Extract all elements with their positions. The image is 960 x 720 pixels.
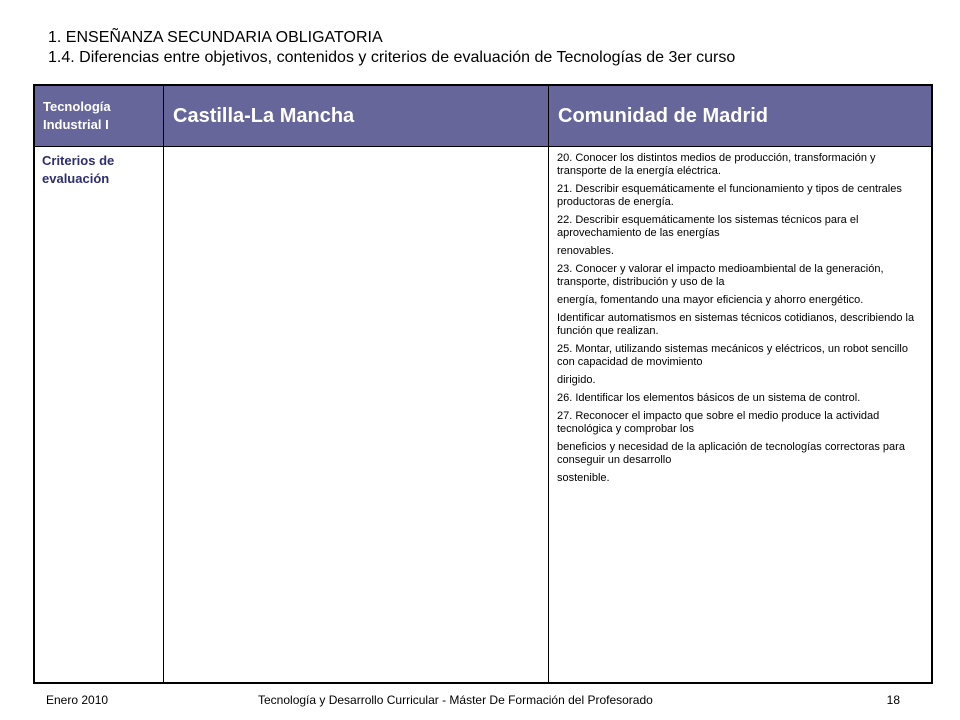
slide-footer <box>0 693 960 709</box>
section-title: 1. ENSEÑANZA SECUNDARIA OBLIGATORIA <box>48 29 383 46</box>
table-header-row <box>35 86 931 147</box>
criteria-paragraph: sostenible. <box>557 472 610 484</box>
header-subject-label: Tecnología Industrial I <box>43 99 111 132</box>
header-cell-subject <box>35 86 163 146</box>
criteria-paragraph: 26. Identificar los elementos básicos de un sistema de control. <box>557 392 861 404</box>
criteria-paragraph: 22. Describir esquemáticamente los sistemas técnicos para el aprovechamiento de las energías <box>557 214 859 239</box>
criteria-paragraph: 21. Describir esquemáticamente el funcionamiento y tipos de centrales productoras de energía. <box>557 183 902 208</box>
criteria-paragraph: beneficios y necesidad de la aplicación de tecnologías correctoras para conseguir un desarrollo <box>557 441 905 466</box>
footer-course-title: Tecnología y Desarrollo Curricular - Máster De Formación del Profesorado <box>258 693 653 707</box>
header-cell-castilla <box>164 86 548 146</box>
subsection-title: 1.4. Diferencias entre objetivos, contenidos y criterios de evaluación de Tecnologías de 3er curso <box>48 49 736 66</box>
row-label-criterios: Criterios de evaluación <box>42 153 115 186</box>
comparison-table <box>33 84 933 684</box>
header-castilla-label: Castilla-La Mancha <box>173 104 355 127</box>
footer-page-number: 18 <box>886 693 900 707</box>
criteria-paragraph: dirigido. <box>557 374 596 386</box>
madrid-criteria-text <box>557 152 927 490</box>
slide-heading <box>48 28 735 68</box>
criteria-paragraph: 27. Reconocer el impacto que sobre el medio produce la actividad tecnológica y comprobar los <box>557 410 880 435</box>
footer-date: Enero 2010 <box>46 693 109 707</box>
criteria-paragraph: energía, fomentando una mayor eficiencia y ahorro energético. <box>557 294 864 306</box>
criteria-paragraph: 25. Montar, utilizando sistemas mecánicos y eléctricos, un robot sencillo con capacidad de movimiento <box>557 343 908 368</box>
header-cell-madrid <box>549 86 931 146</box>
criteria-paragraph: Identificar automatismos en sistemas técnicos cotidianos, describiendo la función que realizan. <box>557 312 915 337</box>
header-madrid-label: Comunidad de Madrid <box>558 104 768 127</box>
criteria-paragraph: 23. Conocer y valorar el impacto medioambiental de la generación, transporte, distribución y uso de la <box>557 263 884 288</box>
criteria-paragraph: 20. Conocer los distintos medios de producción, transformación y transporte de la energía eléctrica. <box>557 152 876 177</box>
criteria-paragraph: renovables. <box>557 245 614 257</box>
column-divider <box>548 86 549 682</box>
column-divider <box>163 86 164 682</box>
